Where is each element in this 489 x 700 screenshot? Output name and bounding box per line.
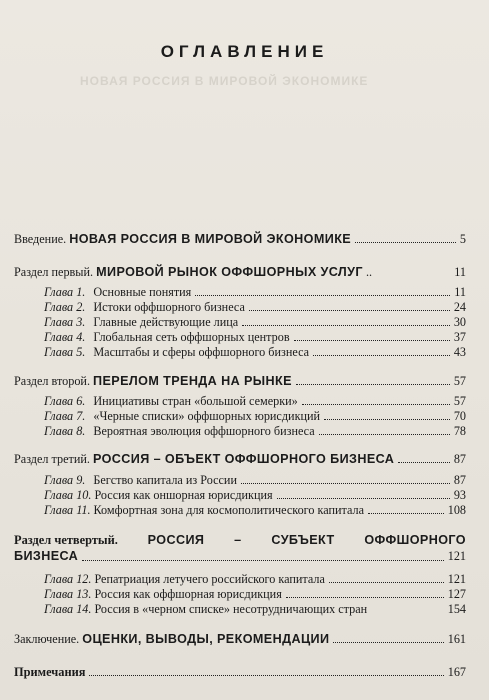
entry-label: Заключение.	[14, 632, 80, 646]
entry-suffix: ..	[366, 265, 373, 279]
bleed-through-text: НОВАЯ РОССИЯ В МИРОВОЙ ЭКОНОМИКЕ	[80, 74, 369, 88]
leader-dots	[355, 242, 456, 243]
toc-entry-conclusion[interactable]	[14, 631, 466, 646]
chapter-title: Россия в «черном списке» несотрудничающих стран	[94, 602, 368, 616]
leader-dots	[302, 404, 450, 405]
page-number: 87	[453, 473, 466, 487]
leader-dots	[249, 310, 450, 311]
toc-entry-part-3[interactable]	[14, 451, 466, 466]
entry-label: Раздел третий.	[14, 452, 90, 466]
page-number: 70	[453, 409, 466, 423]
toc-chapter-7[interactable]	[44, 408, 466, 423]
chapter-title: Бегство капитала из России	[93, 473, 237, 487]
entry-title: РОССИЯ – ОБЪЕКТ ОФФШОРНОГО БИЗНЕСА	[92, 452, 395, 466]
page-number: 78	[453, 424, 466, 438]
leader-dots	[333, 642, 443, 643]
chapter-title: Россия как оффшорная юрисдикция	[94, 587, 282, 601]
leader-dots	[242, 325, 450, 326]
page-number: 87	[453, 452, 466, 466]
leader-dots	[89, 675, 443, 676]
toc-chapter-4[interactable]	[44, 329, 466, 344]
entry-title: НОВАЯ РОССИЯ В МИРОВОЙ ЭКОНОМИКЕ	[69, 232, 352, 246]
toc-chapter-14[interactable]	[44, 601, 466, 616]
chapter-title: Главные действующие лица	[93, 315, 239, 329]
leader-dots	[368, 513, 444, 514]
chapter-title: Россия как оншорная юрисдикция	[94, 488, 273, 502]
page-number: 154	[447, 602, 466, 616]
page-number: 24	[453, 300, 466, 314]
chapter-title: Масштабы и сферы оффшорного бизнеса	[93, 345, 310, 359]
toc-chapter-1[interactable]	[44, 284, 466, 299]
page-number: 43	[453, 345, 466, 359]
chapter-number: Глава 5.	[44, 345, 86, 359]
chapter-title: Истоки оффшорного бизнеса	[93, 300, 245, 314]
chapter-title: Глобальная сеть оффшорных центров	[93, 330, 290, 344]
entry-title-dash: –	[234, 533, 242, 547]
entry-title: ПЕРЕЛОМ ТРЕНДА НА РЫНКЕ	[93, 374, 292, 388]
chapter-title: Вероятная эволюция оффшорного бизнеса	[93, 424, 315, 438]
page-number: 161	[447, 632, 466, 646]
page-number: 11	[454, 265, 466, 279]
entry-title: ОЦЕНКИ, ВЫВОДЫ, РЕКОМЕНДАЦИИ	[82, 632, 330, 646]
chapter-number: Глава 8.	[44, 424, 86, 438]
leader-dots	[294, 340, 450, 341]
chapter-number: Глава 13.	[44, 587, 92, 601]
entry-title: МИРОВОЙ РЫНОК ОФФШОРНЫХ УСЛУГ	[96, 265, 363, 279]
toc-chapter-13[interactable]	[44, 586, 466, 601]
leader-dots	[324, 419, 450, 420]
leader-dots	[398, 462, 450, 463]
toc-chapter-5[interactable]	[44, 344, 466, 359]
chapter-number: Глава 7.	[44, 409, 86, 423]
chapter-title: Комфортная зона для космополитического капитала	[93, 503, 365, 517]
entry-label: Раздел второй.	[14, 374, 90, 388]
chapter-number: Глава 3.	[44, 315, 86, 329]
leader-dots	[241, 483, 450, 484]
page-number: 127	[447, 587, 466, 601]
toc-chapter-2[interactable]	[44, 299, 466, 314]
leader-dots	[195, 295, 450, 296]
toc-entry-part-1[interactable]	[14, 264, 466, 279]
page-number: 93	[453, 488, 466, 502]
leader-dots	[82, 560, 444, 561]
entry-title-word: РОССИЯ	[147, 533, 205, 547]
toc-chapter-8[interactable]	[44, 423, 466, 438]
leader-dots	[319, 434, 450, 435]
entry-label: Раздел первый.	[14, 265, 94, 279]
chapter-number: Глава 14.	[44, 602, 92, 616]
chapter-number: Глава 12.	[44, 572, 92, 586]
leader-dots	[286, 597, 444, 598]
chapter-number: Глава 1.	[44, 285, 86, 299]
toc-chapter-6[interactable]	[44, 393, 466, 408]
page-number: 5	[459, 232, 466, 246]
toc-entry-part-4[interactable]	[14, 532, 466, 564]
toc-entry-notes[interactable]	[14, 664, 466, 679]
chapter-title: «Черные списки» оффшорных юрисдикций	[93, 409, 321, 423]
page-number: 37	[453, 330, 466, 344]
toc-chapter-9[interactable]	[44, 472, 466, 487]
chapter-title: Репатриация летучего российского капитала	[94, 572, 325, 586]
page-number: 167	[447, 665, 466, 679]
entry-title-word: СУБЪЕКТ	[271, 533, 335, 547]
toc-chapter-11[interactable]	[44, 502, 466, 517]
page-number: 121	[447, 549, 466, 563]
chapter-title: Инициативы стран «большой семерки»	[93, 394, 298, 408]
page-title: ОГЛАВЛЕНИЕ	[160, 42, 329, 61]
page-number: 57	[453, 394, 466, 408]
entry-title-continued: БИЗНЕСА	[14, 549, 79, 563]
chapter-number: Глава 9.	[44, 473, 86, 487]
toc-chapter-10[interactable]	[44, 487, 466, 502]
leader-dots	[296, 384, 450, 385]
leader-dots	[277, 498, 450, 499]
leader-dots	[313, 355, 450, 356]
page-number: 57	[453, 374, 466, 388]
chapter-number: Глава 2.	[44, 300, 86, 314]
chapter-number: Глава 11.	[44, 503, 91, 517]
page-number: 121	[447, 572, 466, 586]
leader-dots	[329, 582, 444, 583]
toc-entry-part-2[interactable]	[14, 373, 466, 388]
chapter-number: Глава 4.	[44, 330, 86, 344]
toc-chapter-3[interactable]	[44, 314, 466, 329]
page-number: 30	[453, 315, 466, 329]
page-number: 11	[454, 285, 466, 299]
toc-entry-intro[interactable]	[14, 231, 466, 246]
toc-chapter-12[interactable]	[44, 571, 466, 586]
entry-title-word: ОФФШОРНОГО	[364, 533, 466, 547]
chapter-title: Основные понятия	[93, 285, 192, 299]
chapter-number: Глава 6.	[44, 394, 86, 408]
entry-label: Введение.	[14, 232, 67, 246]
entry-label: Раздел четвертый.	[14, 533, 118, 547]
entry-title: Примечания	[14, 665, 86, 679]
chapter-number: Глава 10.	[44, 488, 92, 502]
page-number: 108	[447, 503, 466, 517]
